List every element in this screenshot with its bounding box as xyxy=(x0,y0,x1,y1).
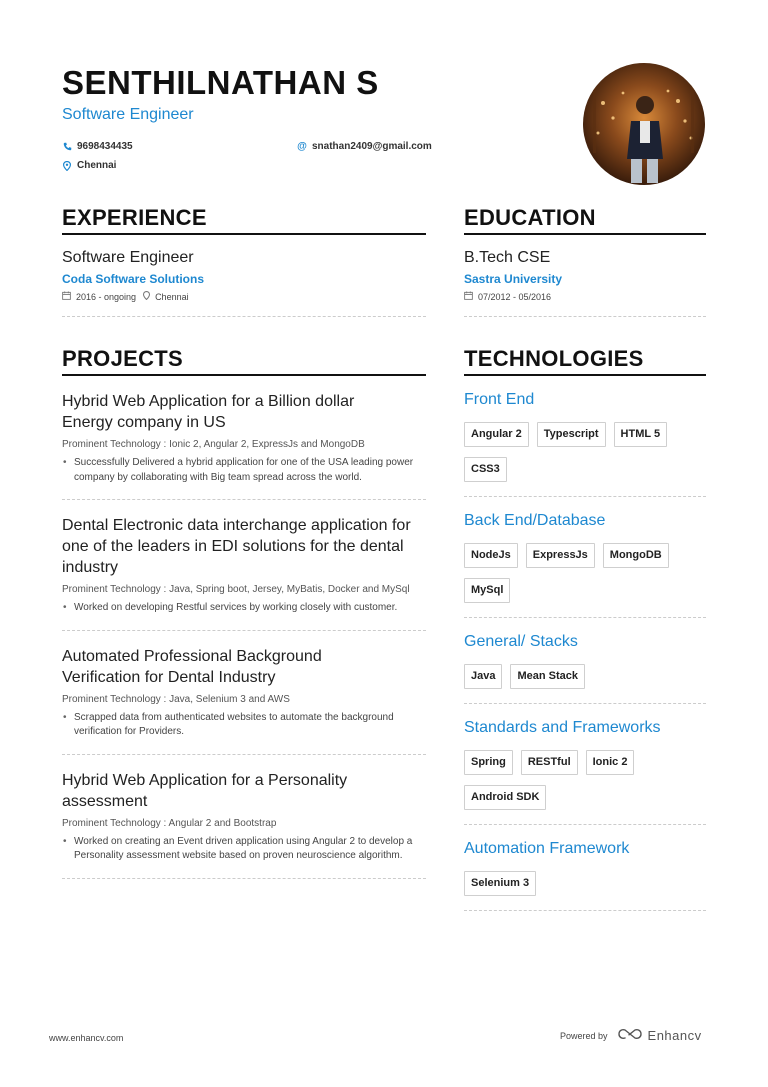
degree: B.Tech CSE xyxy=(464,249,551,266)
project-bullet: • Worked on creating an Event driven application using Angular 2 to develop a Personality assessment website based on proven neuroscience algorithm. xyxy=(62,835,426,864)
project-item xyxy=(62,376,426,500)
contact-phone[interactable] xyxy=(62,141,133,152)
candidate-name: SENTHILNATHAN S xyxy=(62,64,379,101)
contact-email[interactable] xyxy=(297,141,432,152)
tech-tag: NodeJs xyxy=(464,543,518,568)
tag-list xyxy=(464,422,706,482)
tech-tag: Ionic 2 xyxy=(586,750,635,775)
tech-group-name: General/ Stacks xyxy=(464,633,578,650)
project-title: Dental Electronic data interchange application for one of the leaders in EDI solutions for the dental industry xyxy=(62,517,411,576)
at-icon: @ xyxy=(297,141,307,152)
project-tech: Prominent Technology : Ionic 2, Angular 2, ExpressJs and MongoDB xyxy=(62,439,365,450)
tech-tag: Android SDK xyxy=(464,785,546,810)
email-address: snathan2409@gmail.com xyxy=(312,141,432,152)
enhancv-logo-icon xyxy=(618,1028,642,1043)
tech-group xyxy=(464,376,706,497)
tech-tag: Spring xyxy=(464,750,513,775)
phone-number: 9698434435 xyxy=(77,141,133,152)
tech-group xyxy=(464,704,706,825)
experience-item xyxy=(62,249,426,317)
tech-group xyxy=(464,618,706,704)
education-meta xyxy=(464,291,706,302)
contact-location xyxy=(62,160,116,171)
project-title: Hybrid Web Application for a Personality assessment xyxy=(62,771,348,810)
experience-location: Chennai xyxy=(155,291,189,302)
candidate-role: Software Engineer xyxy=(62,106,194,123)
education-heading: EDUCATION xyxy=(464,205,706,235)
education-item xyxy=(464,249,706,317)
brand-logo xyxy=(618,1028,702,1043)
tech-group xyxy=(464,497,706,618)
experience-heading: EXPERIENCE xyxy=(62,205,426,235)
tech-group-name: Back End/Database xyxy=(464,512,606,529)
project-bullet: • Successfully Delivered a hybrid application for one of the USA leading power company by collaborating with Big team spread across the world. xyxy=(62,456,426,485)
footer-branding[interactable] xyxy=(560,1028,702,1043)
experience-section xyxy=(62,205,426,317)
tech-group xyxy=(464,825,706,911)
project-bullet: • Worked on developing Restful services by working closely with customer. xyxy=(62,601,426,616)
project-item xyxy=(62,631,426,755)
tech-tag: Java xyxy=(464,664,502,689)
location-pin-icon xyxy=(62,161,72,171)
calendar-icon xyxy=(62,291,71,302)
tech-tag: CSS3 xyxy=(464,457,507,482)
company-name: Coda Software Solutions xyxy=(62,272,205,286)
calendar-icon xyxy=(464,291,473,302)
technologies-heading: TECHNOLOGIES xyxy=(464,346,706,376)
footer-website[interactable]: www.enhancv.com xyxy=(49,1033,124,1043)
experience-dates: 2016 - ongoing xyxy=(76,291,137,302)
tech-tag: Selenium 3 xyxy=(464,871,536,896)
tech-tag: ExpressJs xyxy=(526,543,595,568)
project-tech: Prominent Technology : Angular 2 and Bootstrap xyxy=(62,817,277,829)
tech-group-name: Front End xyxy=(464,391,535,408)
projects-heading: PROJECTS xyxy=(62,346,426,376)
tech-tag: Mean Stack xyxy=(510,664,585,689)
tech-tag: HTML 5 xyxy=(614,422,668,447)
experience-meta xyxy=(62,291,426,302)
project-title: Automated Professional Background Verification for Dental Industry xyxy=(62,647,322,686)
tech-tag: Typescript xyxy=(537,422,606,447)
tag-list xyxy=(464,750,706,810)
technologies-section xyxy=(464,346,706,911)
tech-tag: RESTful xyxy=(521,750,578,775)
education-dates: 07/2012 - 05/2016 xyxy=(478,291,552,302)
project-tech: Prominent Technology : Java, Spring boot, Jersey, MyBatis, Docker and MySql xyxy=(62,584,410,595)
powered-by-label: Powered by xyxy=(560,1030,608,1041)
tech-tag: MongoDB xyxy=(603,543,669,568)
location-text: Chennai xyxy=(77,160,117,171)
phone-icon xyxy=(62,142,72,151)
education-section xyxy=(464,205,706,317)
tag-list xyxy=(464,871,706,896)
tag-list xyxy=(464,664,706,689)
brand-name: Enhancv xyxy=(647,1028,702,1043)
projects-section xyxy=(62,346,426,879)
project-title: Hybrid Web Application for a Billion dollar Energy company in US xyxy=(62,393,355,431)
tech-tag: Angular 2 xyxy=(464,422,529,447)
project-item xyxy=(62,755,426,879)
tech-group-name: Automation Framework xyxy=(464,840,630,857)
tech-tag: MySql xyxy=(464,578,510,603)
tech-group-name: Standards and Frameworks xyxy=(464,719,661,736)
location-pin-icon xyxy=(143,291,150,302)
project-bullet: • Scrapped data from authenticated websites to automate the background verification for Providers. xyxy=(62,711,426,740)
tag-list xyxy=(464,543,706,603)
profile-photo xyxy=(583,63,705,185)
project-tech: Prominent Technology : Java, Selenium 3 and AWS xyxy=(62,693,290,705)
project-item xyxy=(62,500,426,631)
school-name: Sastra University xyxy=(464,272,563,286)
job-title: Software Engineer xyxy=(62,249,194,266)
